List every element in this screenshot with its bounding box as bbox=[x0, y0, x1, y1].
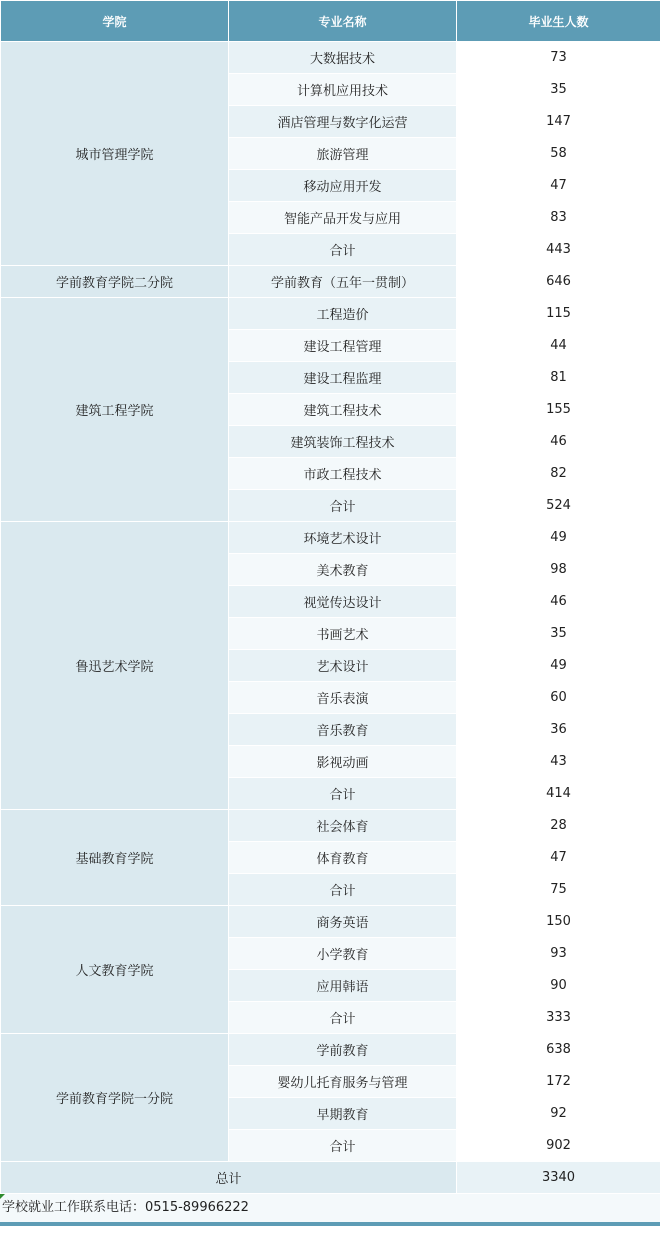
school-name: 基础教育学院 bbox=[1, 810, 229, 906]
graduate-count: 155 bbox=[457, 394, 660, 426]
table-header-row bbox=[1, 1, 660, 42]
major-name: 音乐表演 bbox=[229, 682, 457, 714]
subtotal-label: 合计 bbox=[229, 874, 457, 906]
major-name: 智能产品开发与应用 bbox=[229, 202, 457, 234]
graduate-count: 73 bbox=[457, 42, 660, 74]
school-name: 鲁迅艺术学院 bbox=[1, 522, 229, 810]
major-name: 书画艺术 bbox=[229, 618, 457, 650]
major-name: 视觉传达设计 bbox=[229, 586, 457, 618]
major-name: 酒店管理与数字化运营 bbox=[229, 106, 457, 138]
subtotal-label: 合计 bbox=[229, 234, 457, 266]
major-name: 商务英语 bbox=[229, 906, 457, 938]
graduate-count: 36 bbox=[457, 714, 660, 746]
major-name: 社会体育 bbox=[229, 810, 457, 842]
major-name: 婴幼儿托育服务与管理 bbox=[229, 1066, 457, 1098]
graduate-count: 172 bbox=[457, 1066, 660, 1098]
subtotal-count: 902 bbox=[457, 1130, 660, 1162]
table-row bbox=[1, 810, 660, 842]
major-name: 建筑工程技术 bbox=[229, 394, 457, 426]
graduate-count: 60 bbox=[457, 682, 660, 714]
graduate-count: 43 bbox=[457, 746, 660, 778]
subtotal-count: 443 bbox=[457, 234, 660, 266]
graduate-count: 115 bbox=[457, 298, 660, 330]
subtotal-label: 合计 bbox=[229, 490, 457, 522]
graduate-count: 147 bbox=[457, 106, 660, 138]
graduate-count: 58 bbox=[457, 138, 660, 170]
school-name: 学前教育学院一分院 bbox=[1, 1034, 229, 1162]
school-name: 建筑工程学院 bbox=[1, 298, 229, 522]
major-name: 早期教育 bbox=[229, 1098, 457, 1130]
graduate-count: 98 bbox=[457, 554, 660, 586]
major-name: 音乐教育 bbox=[229, 714, 457, 746]
grand-total-row bbox=[1, 1162, 660, 1194]
major-name: 学前教育 bbox=[229, 1034, 457, 1066]
major-name: 大数据技术 bbox=[229, 42, 457, 74]
graduate-count: 49 bbox=[457, 522, 660, 554]
subtotal-label: 合计 bbox=[229, 778, 457, 810]
major-name: 应用韩语 bbox=[229, 970, 457, 1002]
subtotal-count: 333 bbox=[457, 1002, 660, 1034]
major-name: 影视动画 bbox=[229, 746, 457, 778]
major-name: 学前教育（五年一贯制） bbox=[229, 266, 457, 298]
contact-text: 学校就业工作联系电话：0515-89966222 bbox=[2, 1200, 249, 1215]
school-name: 人文教育学院 bbox=[1, 906, 229, 1034]
major-name: 工程造价 bbox=[229, 298, 457, 330]
table-row bbox=[1, 266, 660, 298]
graduate-count: 46 bbox=[457, 426, 660, 458]
major-name: 环境艺术设计 bbox=[229, 522, 457, 554]
header-major: 专业名称 bbox=[229, 1, 457, 42]
graduate-count: 35 bbox=[457, 618, 660, 650]
major-name: 美术教育 bbox=[229, 554, 457, 586]
school-name: 学前教育学院二分院 bbox=[1, 266, 229, 298]
school-name: 城市管理学院 bbox=[1, 42, 229, 266]
subtotal-label: 合计 bbox=[229, 1130, 457, 1162]
major-name: 移动应用开发 bbox=[229, 170, 457, 202]
subtotal-count: 524 bbox=[457, 490, 660, 522]
table-row bbox=[1, 522, 660, 554]
table-row bbox=[1, 298, 660, 330]
subtotal-count: 414 bbox=[457, 778, 660, 810]
contact-line bbox=[0, 1194, 660, 1226]
graduate-count: 28 bbox=[457, 810, 660, 842]
graduate-count: 81 bbox=[457, 362, 660, 394]
graduate-count: 47 bbox=[457, 170, 660, 202]
graduate-count: 93 bbox=[457, 938, 660, 970]
graduate-count: 44 bbox=[457, 330, 660, 362]
graduate-count: 90 bbox=[457, 970, 660, 1002]
table-row bbox=[1, 42, 660, 74]
graduate-count: 150 bbox=[457, 906, 660, 938]
major-name: 艺术设计 bbox=[229, 650, 457, 682]
graduate-count: 47 bbox=[457, 842, 660, 874]
major-name: 建筑装饰工程技术 bbox=[229, 426, 457, 458]
graduate-count: 49 bbox=[457, 650, 660, 682]
graduate-count: 35 bbox=[457, 74, 660, 106]
graduate-count: 82 bbox=[457, 458, 660, 490]
header-count: 毕业生人数 bbox=[457, 1, 660, 42]
table-row bbox=[1, 906, 660, 938]
major-name: 建设工程管理 bbox=[229, 330, 457, 362]
cell-marker-icon bbox=[0, 1194, 5, 1199]
subtotal-count: 75 bbox=[457, 874, 660, 906]
graduate-count: 83 bbox=[457, 202, 660, 234]
graduate-count: 646 bbox=[457, 266, 660, 298]
grand-total-value: 3340 bbox=[457, 1162, 660, 1194]
table-body bbox=[1, 42, 660, 1162]
major-name: 小学教育 bbox=[229, 938, 457, 970]
graduate-count: 46 bbox=[457, 586, 660, 618]
graduate-count: 92 bbox=[457, 1098, 660, 1130]
major-name: 旅游管理 bbox=[229, 138, 457, 170]
grand-total-label: 总计 bbox=[1, 1162, 457, 1194]
graduate-count: 638 bbox=[457, 1034, 660, 1066]
major-name: 计算机应用技术 bbox=[229, 74, 457, 106]
major-name: 体育教育 bbox=[229, 842, 457, 874]
table-row bbox=[1, 1034, 660, 1066]
header-school: 学院 bbox=[1, 1, 229, 42]
major-name: 建设工程监理 bbox=[229, 362, 457, 394]
major-name: 市政工程技术 bbox=[229, 458, 457, 490]
subtotal-label: 合计 bbox=[229, 1002, 457, 1034]
